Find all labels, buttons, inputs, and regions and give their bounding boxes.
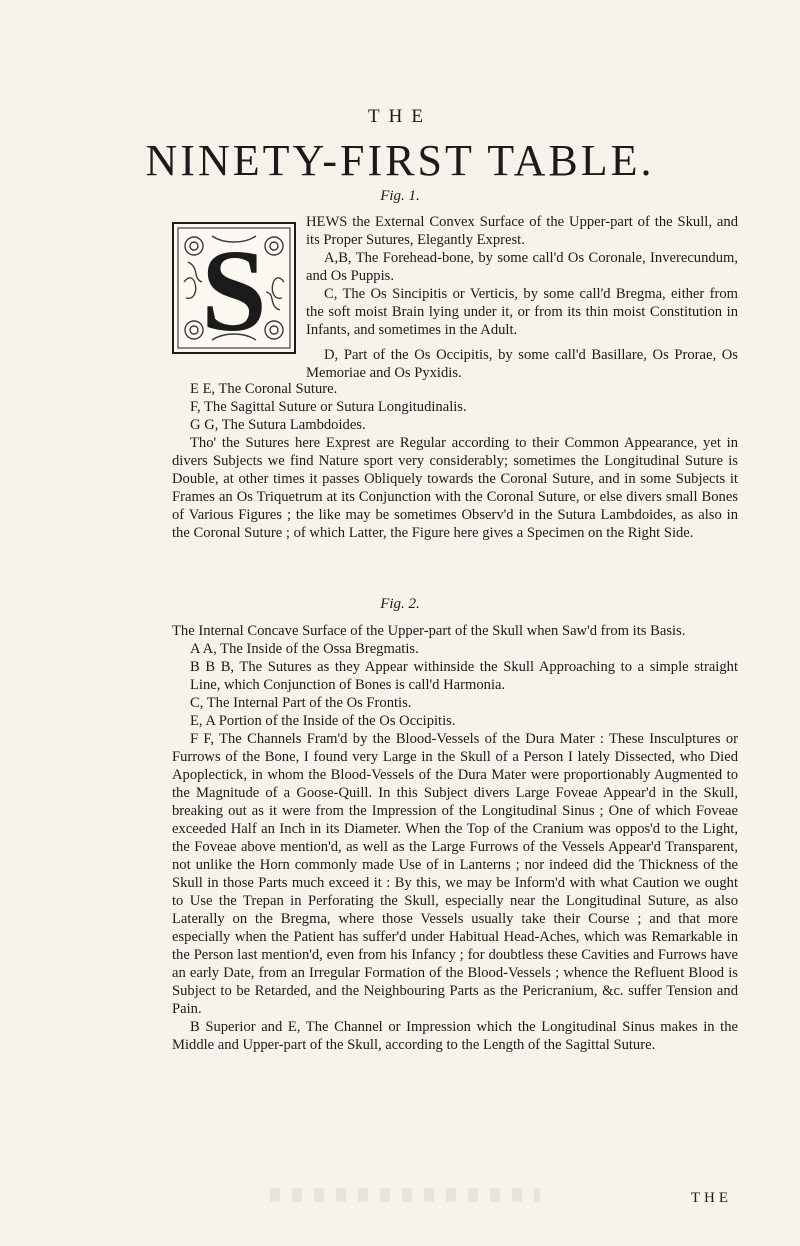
fig2-ff-paragraph: F F, The Channels Fram'd by the Blood-Vessels of the Dura Mater : These Insculptures or Furrows of the Bone, I found very Large in the Skull of a Person I lately Dissected, who Died Apoplectick, in whom the Blood-Vessels of the Dura Mater were proportionably Augmented to the Magnitude of a Goose-Quill. In this Subject divers Large Foveae Appear'd in the Skull, breaking out as it were from the Impression of the Longitudinal Sinus ; One of which Foveae exceeded Half an Inch in its Diameter. When the Top of the Cranium was oppos'd to the Light, the Foveae above mention'd, as well as the Large Furrows of the Vessels Appear'd Transparent, not unlike the Horn commonly made Use of in Lanterns ; nor indeed did the Thickness of the Skull in those Parts much exceed it : By this, we may be Inform'd with what Caution we ought to Use the Trepan in Perforating the Skull, especially near the Longitudinal Suture, as also Laterally on the Bregma, where those Vessels usually take their Course ; and that more especially when the Patient has suffer'd under Habitual Head-Aches, which was Remarkable in the Person last mention'd, even from his Infancy ; for doubtless these Cavities and Furrows have an early Date, from an Irregular Formation of the Blood-Vessels ; whence the Refluent Blood is Subject to be Retarded, and the Neighbouring Parts as the Pericranium, &c. suffer Tension and Pain. [172,731,738,1017]
fig2-block [172,622,738,1054]
fig1-list-block [172,380,738,542]
fig1-item-f: F, The Sagittal Suture or Sutura Longitudinalis. [190,399,467,415]
fig1-intro-block [306,213,738,339]
page-title: NINETY-FIRST TABLE. [145,136,655,185]
fig2-item-c: C, The Internal Part of the Os Frontis. [190,695,412,711]
fig2-b-paragraph: B Superior and E, The Channel or Impression which the Longitudinal Sinus makes in the Middle and Upper-part of the Skull, according to the Length of the Sagittal Suture. [172,1019,738,1053]
ornamental-dropcap-image [172,222,296,354]
fig2-item-aa: A A, The Inside of the Ossa Bregmatis. [190,641,419,657]
fig1-item-ee: E E, The Coronal Suture. [190,381,338,397]
fig1-item-d-start [306,346,738,382]
fig2-intro: The Internal Concave Surface of the Upper-part of the Skull when Saw'd from its Basis. [172,623,686,639]
fig1-paragraph: Tho' the Sutures here Exprest are Regular according to their Common Appearance, yet in divers Subjects we find Nature sport very considerably; sometimes the Longitudinal Suture is Double, at other times it passes Obliquely towards the Coronal Suture, and in some Subjects it Frames an Os Triquetrum at its Conjunction with the Coronal Suture, or else divers small Bones of Various Figures ; the like may be sometimes Observ'd in the Sutura Lambdoides, as also in the Coronal Suture ; of which Latter, the Figure here gives a Specimen on the Right Side. [172,435,738,541]
title-the: THE [368,106,432,127]
fig1-item-ab: A,B, The Forehead-bone, by some call'd Os Coronale, Inverecundum, and Os Puppis. [306,250,738,284]
fig2-label: Fig. 2. [380,596,420,612]
fig1-item-c: C, The Os Sincipitis or Verticis, by some call'd Bregma, either from the soft moist Brain lying under it, or from its thin moist Constitution in Infants, and sometimes in the Adult. [306,286,738,338]
fig2-item-bbb: B B B, The Sutures as they Appear withinside the Skull Approaching to a simple straight Line, which Conjunction of Bones is call'd Harmonia. [190,659,738,693]
fig1-label: Fig. 1. [380,188,420,204]
fig1-intro: HEWS the External Convex Surface of the Upper-part of the Skull, and its Proper Sutures, Elegantly Exprest. [306,214,738,248]
show-through-mark [270,1188,540,1202]
dropcap-letter: S [201,225,267,354]
catchword: THE [690,1190,732,1206]
fig1-item-gg: G G, The Sutura Lambdoides. [190,417,366,433]
fig1-item-d: D, Part of the Os Occipitis, by some call'd Basillare, Os Prorae, Os Memoriae and Os Pyxidis. [306,347,738,381]
fig2-item-e: E, A Portion of the Inside of the Os Occipitis. [190,713,456,729]
